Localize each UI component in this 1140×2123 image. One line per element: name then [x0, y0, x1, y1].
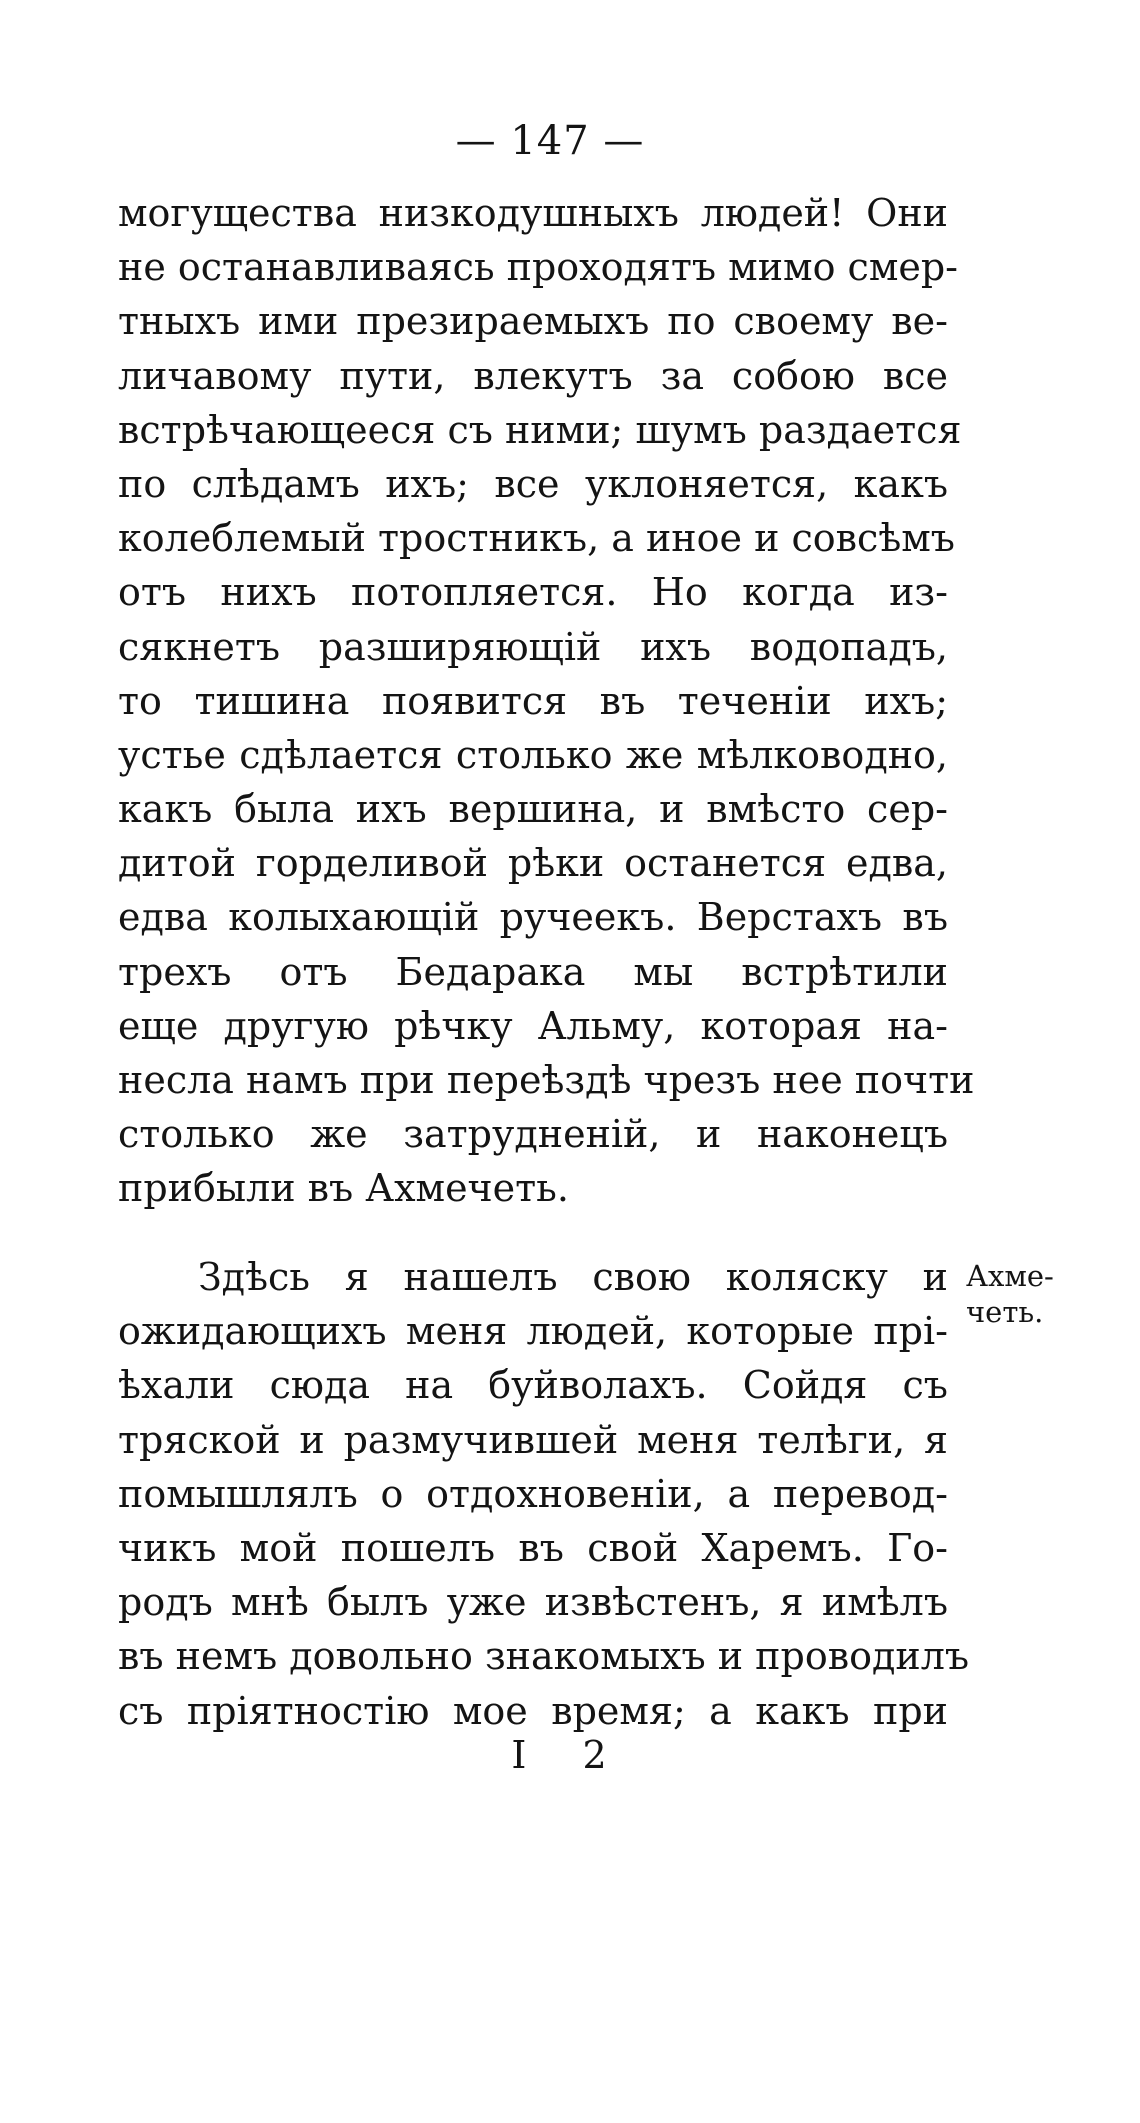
- text-line: въ немъ довольно знакомыхъ и проводилъ: [118, 1634, 970, 1679]
- text-line: колеблемый тростникъ, а иное и совсѣмъ: [118, 516, 955, 561]
- text-line: едва колыхающій ручеекъ. Верстахъ въ: [118, 895, 948, 940]
- text-line: сякнетъ разширяющій ихъ водопадъ,: [118, 624, 948, 669]
- text-line: съ пріятностію мое время; а какъ при: [118, 1688, 948, 1733]
- text-line: еще другую рѣчку Альму, которая на-: [118, 1003, 948, 1048]
- marginal-note-line: Ахме-: [966, 1259, 1054, 1293]
- signature-mark: I 2: [511, 1733, 629, 1777]
- text-line: не останавливаясь проходятъ мимо смер-: [118, 245, 959, 290]
- text-line: отъ нихъ потопляется. Но когда из-: [118, 570, 948, 615]
- text-line: то тишина появится въ теченіи ихъ;: [118, 678, 948, 723]
- text-line: какъ была ихъ вершина, и вмѣсто сер-: [118, 787, 948, 832]
- text-line: личавому пути, влекутъ за собою все: [118, 353, 948, 398]
- text-line: родъ мнѣ былъ уже извѣстенъ, я имѣлъ: [118, 1580, 948, 1625]
- text-line: трехъ отъ Бедарака мы встрѣтили: [118, 949, 948, 994]
- paragraph-1: [118, 186, 975, 1216]
- text-line: по слѣдамъ ихъ; все уклоняется, какъ: [118, 461, 948, 506]
- text-line: помышлялъ о отдохновеніи, а перевод-: [118, 1471, 948, 1516]
- text-line: Здѣсь я нашелъ свою коляску и: [198, 1255, 948, 1299]
- text-line: ѣхали сюда на буйволахъ. Сойдя съ: [118, 1363, 948, 1408]
- text-line: дитой горделивой рѣки останется едва,: [118, 841, 948, 886]
- text-line: могущества низкодушныхъ людей! Они: [118, 191, 948, 235]
- paragraph-2: [118, 1250, 970, 1738]
- page-number: — 147 —: [455, 118, 645, 164]
- text-line: несла намъ при переѣздѣ чрезъ нее почти: [118, 1058, 975, 1102]
- marginal-note-line: четь.: [966, 1295, 1044, 1329]
- text-line: встрѣчающееся съ ними; шумъ раздается: [118, 407, 962, 452]
- text-line: тряской и размучившей меня телѣги, я: [118, 1417, 948, 1462]
- text-line: столько же затрудненій, и наконецъ: [118, 1112, 948, 1157]
- text-line: ожидающихъ меня людей, которые прі-: [118, 1309, 948, 1354]
- text-line: устье сдѣлается столько же мѣлководно,: [118, 732, 948, 777]
- text-line: тныхъ ими презираемыхъ по своему ве-: [118, 299, 948, 344]
- text-line: прибыли въ Ахмечеть.: [118, 1166, 569, 1211]
- text-line: чикъ мой пошелъ въ свой Харемъ. Го-: [118, 1525, 948, 1570]
- marginal-note: [966, 1258, 1054, 1330]
